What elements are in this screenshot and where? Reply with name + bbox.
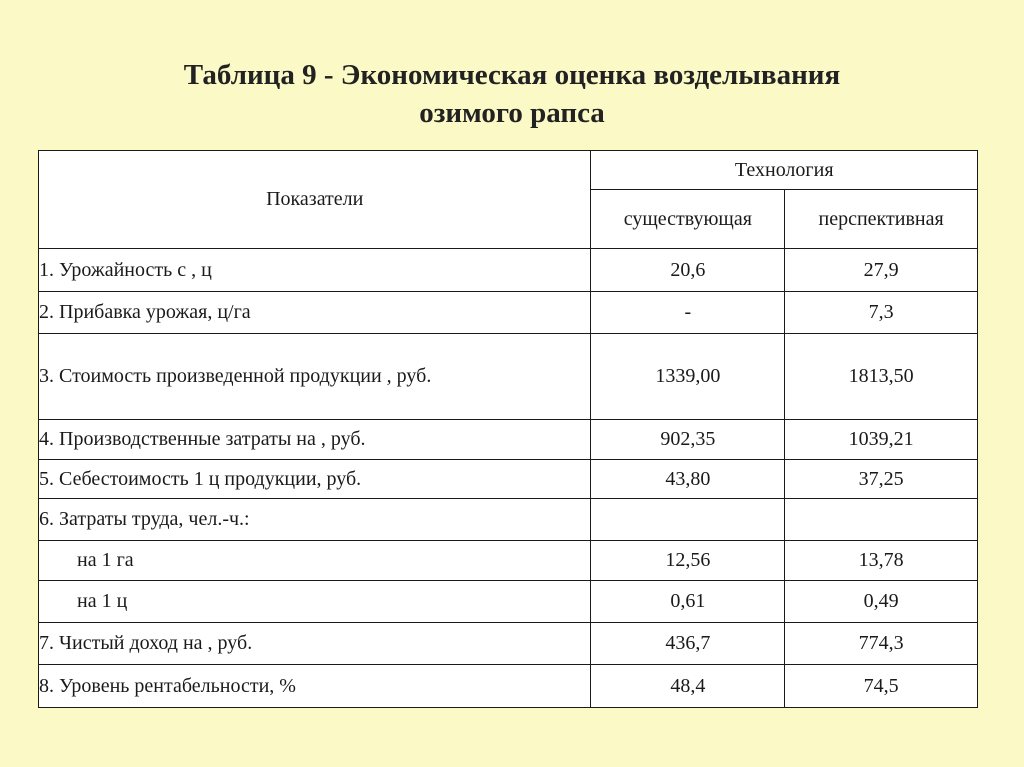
- cell-prospective: 774,3: [785, 623, 978, 665]
- title-line-1: Таблица 9 - Экономическая оценка возделывания: [183, 59, 841, 91]
- table-row: [39, 420, 978, 460]
- header-prospective: перспективная: [785, 190, 978, 249]
- cell-prospective: 7,3: [785, 292, 978, 334]
- table-row: [39, 581, 978, 623]
- cell-prospective: 1039,21: [785, 420, 978, 460]
- cell-prospective: 37,25: [785, 460, 978, 499]
- cell-existing: 48,4: [591, 665, 785, 708]
- economic-evaluation-table: [38, 150, 978, 708]
- row-label: на 1 ц: [39, 581, 591, 623]
- row-label: 2. Прибавка урожая, ц/га: [39, 292, 591, 334]
- table-row: [39, 249, 978, 292]
- header-indicators: Показатели: [39, 151, 591, 249]
- cell-existing: 902,35: [591, 420, 785, 460]
- cell-prospective: 27,9: [785, 249, 978, 292]
- cell-prospective: 13,78: [785, 541, 978, 581]
- cell-prospective: [785, 499, 978, 541]
- header-existing: существующая: [591, 190, 785, 249]
- row-label: 7. Чистый доход на , руб.: [39, 623, 591, 665]
- row-label: 4. Производственные затраты на , руб.: [39, 420, 591, 460]
- cell-existing: -: [591, 292, 785, 334]
- cell-existing: 12,56: [591, 541, 785, 581]
- cell-existing: [591, 499, 785, 541]
- cell-existing: 20,6: [591, 249, 785, 292]
- table-row: [39, 460, 978, 499]
- title-line-2: озимого рапса: [419, 97, 605, 129]
- table-row: [39, 665, 978, 708]
- table-row: [39, 499, 978, 541]
- cell-existing: 436,7: [591, 623, 785, 665]
- header-technology: Технология: [591, 151, 978, 190]
- row-label: 1. Урожайность с , ц: [39, 249, 591, 292]
- table-header-row: [39, 151, 978, 190]
- row-label: 5. Себестоимость 1 ц продукции, руб.: [39, 460, 591, 499]
- page-title: [0, 56, 1024, 132]
- cell-prospective: 0,49: [785, 581, 978, 623]
- table-row: [39, 623, 978, 665]
- row-label: 6. Затраты труда, чел.-ч.:: [39, 499, 591, 541]
- cell-existing: 43,80: [591, 460, 785, 499]
- cell-prospective: 1813,50: [785, 334, 978, 420]
- table-row: [39, 541, 978, 581]
- cell-existing: 0,61: [591, 581, 785, 623]
- cell-existing: 1339,00: [591, 334, 785, 420]
- cell-prospective: 74,5: [785, 665, 978, 708]
- table-row: [39, 334, 978, 420]
- row-label: 8. Уровень рентабельности, %: [39, 665, 591, 708]
- row-label: 3. Стоимость произведенной продукции , руб.: [39, 334, 591, 420]
- row-label: на 1 га: [39, 541, 591, 581]
- table-row: [39, 292, 978, 334]
